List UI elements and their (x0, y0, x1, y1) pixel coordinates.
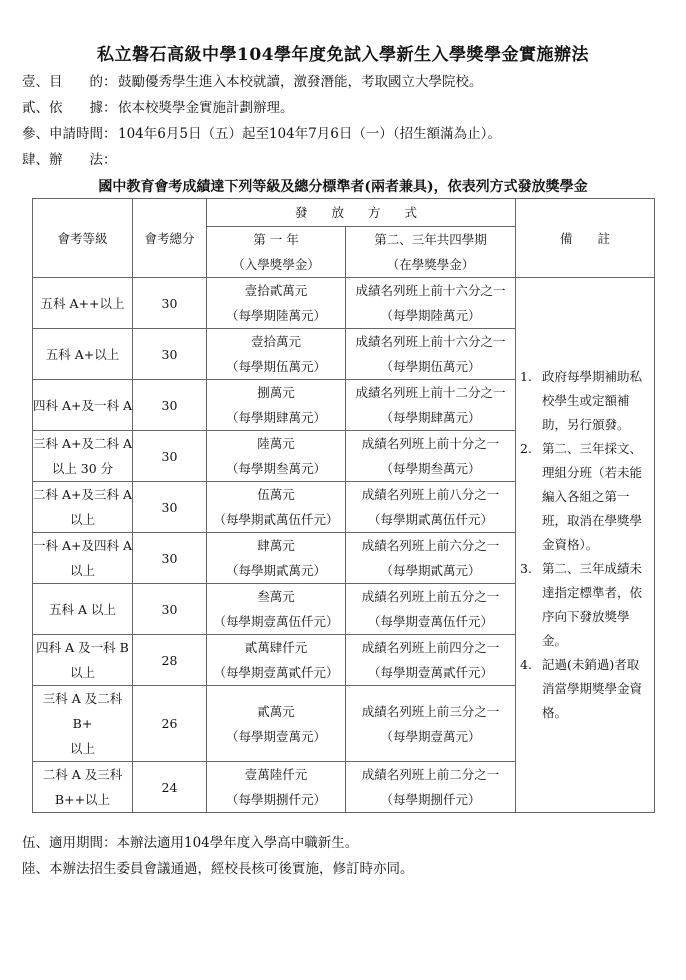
per-semester: （每學期捌仟元） (380, 792, 481, 807)
scholarship-table (32, 198, 655, 813)
cell-year1 (207, 431, 346, 482)
cell-level (33, 482, 133, 533)
amount: 捌萬元 (257, 385, 295, 400)
amount: 叁萬元 (257, 589, 295, 604)
per-semester: （每學期貳萬伍仟元） (368, 512, 494, 527)
per-semester: （每學期伍萬元） (380, 359, 481, 374)
level-line: 以上 (69, 512, 95, 527)
amount: 成績名列班上前八分之一 (361, 487, 500, 502)
cell-score: 30 (133, 533, 207, 584)
cell-year23 (346, 584, 516, 635)
cell-level (33, 329, 133, 380)
level-line: 以上 (69, 741, 95, 756)
cell-year1 (207, 762, 346, 813)
cell-year1 (207, 380, 346, 431)
header-year1-sub: （入學獎學金） (207, 252, 346, 278)
level-line: 以上 (69, 563, 95, 578)
remark-text: 第二、三年採文、理組分班（若未能編入各組之第一班，取消在學獎學金資格）。 (542, 441, 643, 552)
level-line: 二科 A+及三科 A (33, 487, 132, 502)
clause-application-period (22, 122, 501, 142)
cell-score: 30 (133, 278, 207, 329)
clause-label: 肆、辦 法： (22, 152, 117, 168)
amount: 成績名列班上前四分之一 (361, 640, 500, 655)
cell-score: 30 (133, 584, 207, 635)
cell-year1 (207, 329, 346, 380)
clause-basis (22, 96, 294, 116)
per-semester: （每學期肆萬元） (225, 410, 326, 425)
cell-year23 (346, 329, 516, 380)
amount: 壹萬陸仟元 (244, 767, 308, 782)
amount: 成績名列班上前十分之一 (361, 436, 500, 451)
remark-item (520, 365, 648, 437)
clause-approval: 陸、本辦法招生委員會議通過，經校長核可後實施，修訂時亦同。 (22, 861, 414, 877)
clause-method (22, 148, 118, 168)
cell-level (33, 584, 133, 635)
cell-level (33, 431, 133, 482)
table-body (33, 278, 655, 813)
cell-score: 30 (133, 380, 207, 431)
clause-text: 鼓勵優秀學生進入本校就讀，激發潛能，考取國立大學院校。 (118, 74, 483, 90)
clause-label: 壹、目 的： (22, 74, 117, 90)
remark-number: 1. (520, 369, 532, 384)
cell-level (33, 533, 133, 584)
per-semester: （每學期陸萬元） (225, 308, 326, 323)
cell-year1 (207, 635, 346, 686)
per-semester: （每學期叁萬元） (380, 461, 481, 476)
table-caption: 國中教育會考成績達下列等級及總分標準者(兩者兼具)，依表列方式發放獎學金 (98, 179, 588, 195)
amount: 成績名列班上前六分之一 (361, 538, 500, 553)
cell-remarks (516, 278, 655, 813)
per-semester: （每學期壹萬伍仟元） (368, 614, 494, 629)
header-level: 會考等級 (33, 199, 133, 278)
level-line: 五科 A 以上 (49, 601, 116, 617)
amount: 成績名列班上前三分之一 (361, 703, 500, 719)
clause-label: 參、申請時間： (22, 126, 117, 142)
amount: 成績名列班上前十二分之一 (355, 385, 506, 400)
amount: 伍萬元 (257, 487, 295, 502)
amount: 成績名列班上前五分之一 (361, 589, 500, 604)
cell-year1 (207, 686, 346, 762)
cell-year1 (207, 482, 346, 533)
level-line: 四科 A+及一科 A (33, 397, 132, 413)
per-semester: （每學期壹萬伍仟元） (213, 614, 339, 629)
cell-year23 (346, 762, 516, 813)
cell-level (33, 635, 133, 686)
cell-level (33, 278, 133, 329)
clause-purpose (22, 70, 483, 90)
level-line: 以上 (69, 665, 95, 680)
clause-text: 依本校獎學金實施計劃辦理。 (118, 100, 294, 116)
level-line: 以上 30 分 (51, 461, 114, 476)
per-semester: （每學期貳萬伍仟元） (213, 512, 339, 527)
per-semester: （每學期貳萬元） (225, 563, 326, 578)
remark-number: 2. (520, 441, 532, 456)
header-method: 發 放 方 式 (207, 199, 516, 227)
remark-item (520, 557, 648, 653)
level-line: 一科 A+及四科 A (33, 538, 132, 553)
cell-level (33, 762, 133, 813)
table-row (33, 278, 655, 329)
per-semester: （每學期陸萬元） (380, 308, 481, 323)
cell-year1 (207, 533, 346, 584)
level-line: 三科 A 及二科 B+ (42, 691, 123, 731)
cell-year23 (346, 380, 516, 431)
clause-text: 104年6月5日（五）起至104年7月6日（一）（招生額滿為止）。 (118, 126, 501, 142)
cell-level (33, 380, 133, 431)
cell-score: 26 (133, 686, 207, 762)
cell-year23 (346, 533, 516, 584)
header-year23-sub: （在學獎學金） (346, 252, 516, 278)
cell-score: 30 (133, 482, 207, 533)
amount: 貳萬肆仟元 (244, 640, 308, 655)
level-line: B++以上 (54, 792, 111, 807)
level-line: 四科 A 及一科 B (36, 640, 129, 655)
level-line: 二科 A 及三科 (42, 767, 123, 782)
per-semester: （每學期壹萬元） (225, 728, 326, 744)
clause-label: 貳、依 據： (22, 100, 117, 116)
per-semester: （每學期壹萬元） (380, 728, 481, 744)
per-semester: （每學期伍萬元） (225, 359, 326, 374)
cell-year1 (207, 278, 346, 329)
per-semester: （每學期貳萬元） (380, 563, 481, 578)
remark-item (520, 653, 648, 725)
cell-year23 (346, 278, 516, 329)
clause-applicable-period: 伍、適用期間：本辦法適用104學年度入學高中職新生。 (22, 835, 359, 851)
header-score: 會考總分 (133, 199, 207, 278)
header-remarks: 備 註 (516, 199, 655, 278)
cell-score: 24 (133, 762, 207, 813)
amount: 壹拾萬元 (250, 334, 301, 349)
remark-number: 3. (520, 561, 532, 576)
page-title: 私立磐石高級中學104學年度免試入學新生入學獎學金實施辦法 (97, 45, 589, 65)
amount: 陸萬元 (257, 436, 295, 451)
cell-score: 30 (133, 329, 207, 380)
amount: 成績名列班上前二分之一 (361, 767, 500, 782)
amount: 成績名列班上前十六分之一 (355, 334, 506, 349)
remark-text: 第二、三年成績未達指定標準者，依序向下發放獎學金。 (542, 561, 643, 648)
level-line: 三科 A+及二科 A (33, 436, 132, 451)
per-semester: （每學期肆萬元） (380, 410, 481, 425)
header-year23: 第二、三年共四學期 (346, 227, 516, 253)
cell-year23 (346, 686, 516, 762)
cell-year23 (346, 482, 516, 533)
cell-year1 (207, 584, 346, 635)
amount: 壹拾貳萬元 (244, 283, 308, 298)
per-semester: （每學期壹萬貳仟元） (368, 665, 494, 680)
remark-text: 記過(未銷過)者取消當學期獎學金資格。 (542, 657, 643, 720)
per-semester: （每學期捌仟元） (225, 792, 326, 807)
remark-text: 政府每學期補助私校學生或定額補助，另行頒發。 (542, 369, 643, 432)
header-year1: 第 一 年 (207, 227, 346, 253)
per-semester: （每學期壹萬貳仟元） (213, 665, 339, 680)
level-line: 五科 A++以上 (40, 295, 125, 311)
amount: 成績名列班上前十六分之一 (355, 283, 506, 298)
cell-level (33, 686, 133, 762)
cell-year23 (346, 635, 516, 686)
cell-score: 30 (133, 431, 207, 482)
amount: 肆萬元 (257, 538, 295, 553)
level-line: 五科 A+以上 (45, 346, 120, 362)
cell-score: 28 (133, 635, 207, 686)
amount: 貳萬元 (257, 703, 295, 719)
per-semester: （每學期叁萬元） (225, 461, 326, 476)
cell-year23 (346, 431, 516, 482)
remark-number: 4. (520, 657, 532, 672)
remark-item (520, 437, 648, 557)
